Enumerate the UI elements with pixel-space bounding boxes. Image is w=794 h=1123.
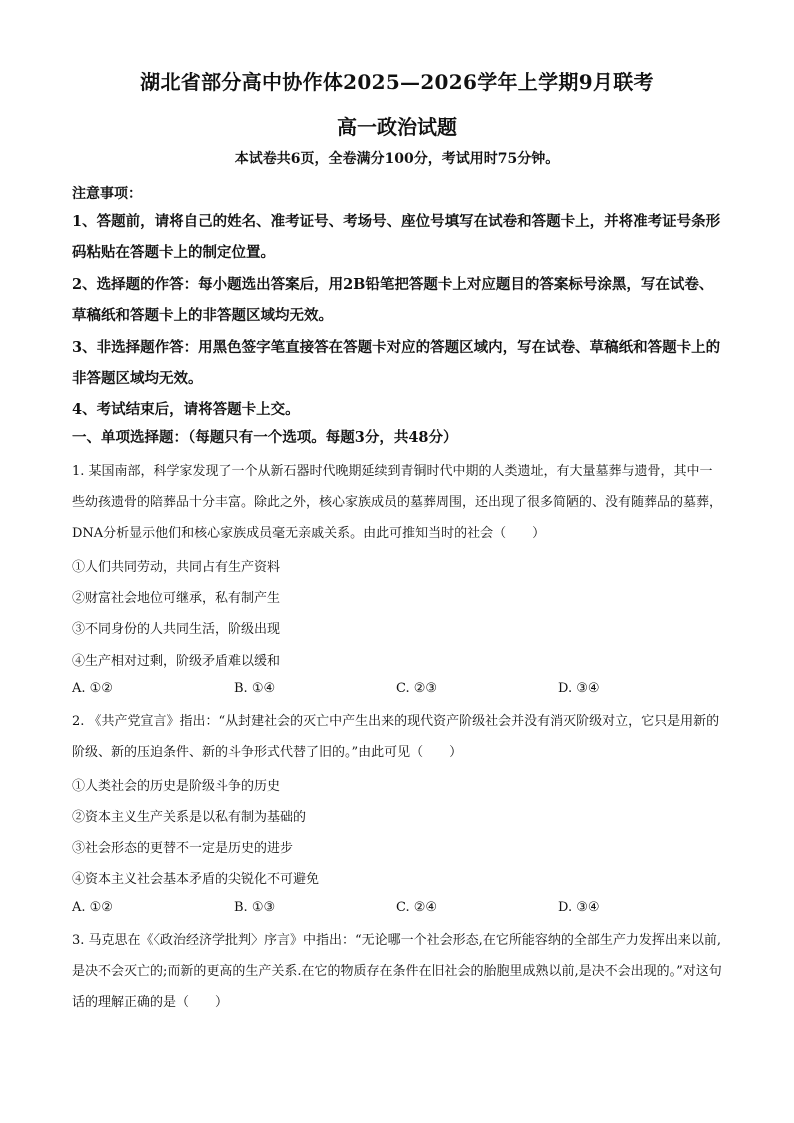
notice-item-2: 2、选择题的作答：每小题选出答案后，用2B铅笔把答题卡上对应题目的答案标号涂黑，写在试卷、草稿纸和答题卡上的非答题区域均无效。 bbox=[72, 276, 714, 324]
exam-title: 湖北省部分高中协作体2025—2026学年上学期9月联考 bbox=[140, 70, 654, 94]
notice-heading: 注意事项： bbox=[72, 186, 142, 202]
question-2-choice-a: A. ①② bbox=[72, 900, 113, 915]
question-2-option-2: ②资本主义生产关系是以私有制为基础的 bbox=[72, 810, 307, 825]
question-2-choice-b: B. ①③ bbox=[234, 900, 276, 915]
section-heading: 一、单项选择题：（每题只有一个选项。每题3分，共48分） bbox=[72, 429, 458, 446]
question-2-option-4: ④资本主义社会基本矛盾的尖锐化不可避免 bbox=[72, 872, 320, 887]
notice-item-4: 4、考试结束后，请将答题卡上交。 bbox=[72, 401, 300, 418]
question-1-choice-d: D. ③④ bbox=[558, 681, 600, 696]
question-1-option-3: ③不同身份的人共同生活，阶级出现 bbox=[72, 622, 281, 637]
question-1-choice-b: B. ①④ bbox=[234, 681, 276, 696]
question-1-choice-c: C. ②③ bbox=[396, 681, 438, 696]
question-1-choice-a: A. ①② bbox=[72, 681, 113, 696]
exam-subtitle: 高一政治试题 bbox=[337, 115, 457, 139]
question-2-choice-c: C. ②④ bbox=[396, 900, 438, 915]
question-1-option-2: ②财富社会地位可继承，私有制产生 bbox=[72, 591, 281, 606]
question-3-stem: 3. 马克思在《〈政治经济学批判〉序言》中指出：“无论哪一个社会形态,在它所能容纳的全部生产力发挥出来以前,是决不会灭亡的;而新的更高的生产关系.在它的物质存在条件在旧社会的胎胞里成熟以前,是决不会出现的。”对这句话的理解正确的是（ ） bbox=[72, 933, 722, 1010]
exam-meta: 本试卷共6页，全卷满分100分，考试用时75分钟。 bbox=[234, 151, 560, 167]
notice-item-1: 1、答题前，请将自己的姓名、准考证号、考场号、座位号填写在试卷和答题卡上，并将准考证号条形码粘贴在答题卡上的制定位置。 bbox=[72, 213, 721, 261]
question-1-option-1: ①人们共同劳动，共同占有生产资料 bbox=[72, 560, 281, 575]
question-2-option-3: ③社会形态的更替不一定是历史的进步 bbox=[72, 841, 294, 856]
question-1-stem: 1. 某国南部，科学家发现了一个从新石器时代晚期延续到青铜时代中期的人类遗址，有大量墓葬与遗骨，其中一些幼孩遗骨的陪葬品十分丰富。除此之外，核心家族成员的墓葬周围，还出现了很多简陋的、没有随葬品的墓葬，DNA分析显示他们和核心家族成员毫无亲戚关系。由此可推知当时的社会（ ） bbox=[72, 464, 723, 541]
notice-item-3: 3、非选择题作答：用黑色签字笔直接答在答题卡对应的答题区域内，写在试卷、草稿纸和答题卡上的非答题区域均无效。 bbox=[72, 339, 721, 387]
question-1-option-4: ④生产相对过剩，阶级矛盾难以缓和 bbox=[72, 654, 281, 669]
question-2-stem: 2. 《共产党宣言》指出：“从封建社会的灭亡中产生出来的现代资产阶级社会并没有消灭阶级对立，它只是用新的阶级、新的压迫条件、新的斗争形式代替了旧的。”由此可见（ ） bbox=[72, 714, 720, 760]
question-2-choice-d: D. ③④ bbox=[558, 900, 600, 915]
question-2-option-1: ①人类社会的历史是阶级斗争的历史 bbox=[72, 779, 281, 794]
